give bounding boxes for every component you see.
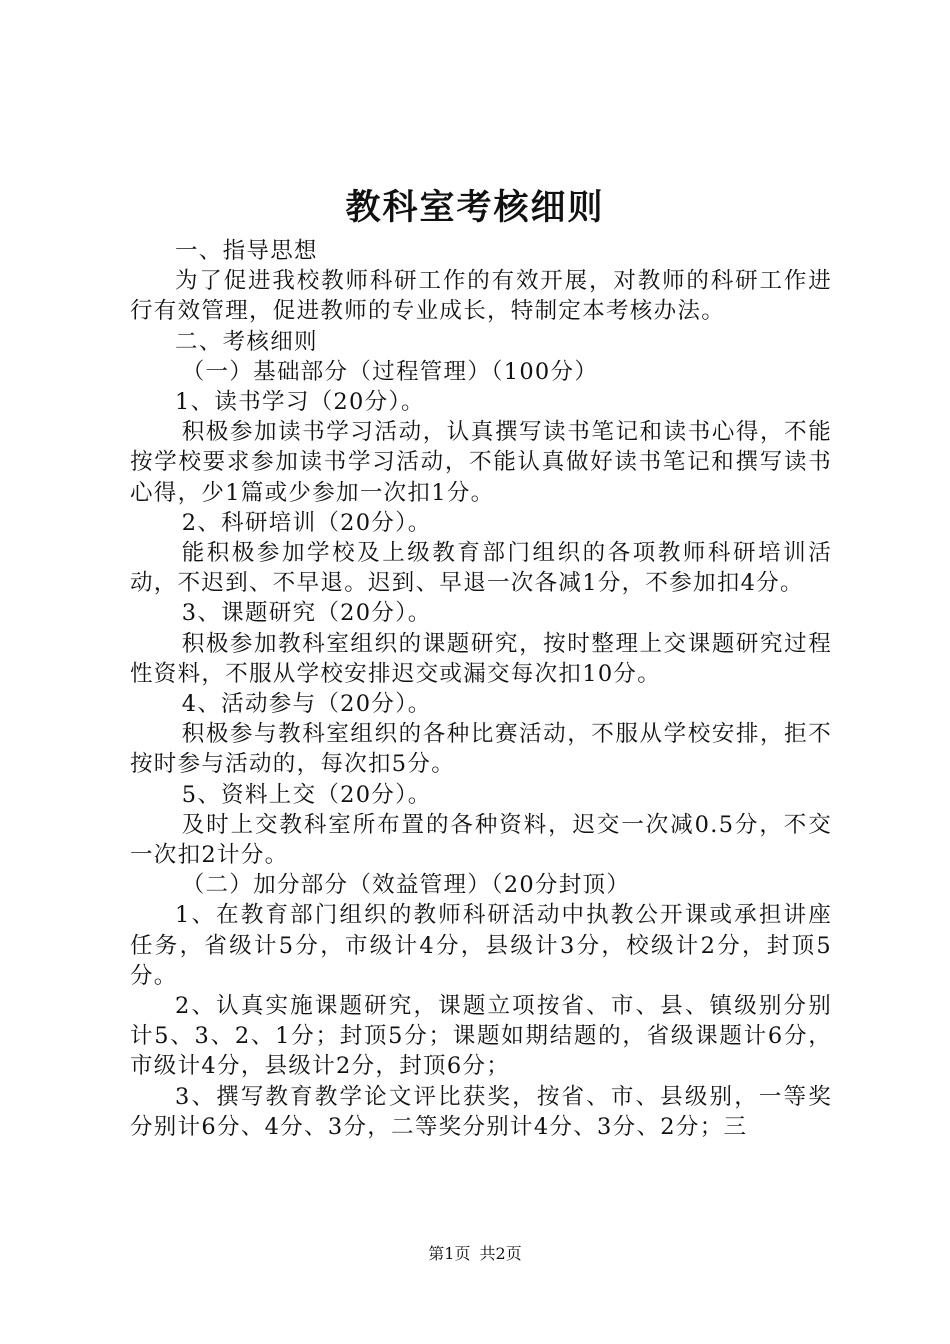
- paragraph: 能积极参加学校及上级教育部门组织的各项教师科研培训活动，不迟到、不早退。迟到、早退一次各减1分，不参加扣4分。: [130, 540, 832, 597]
- section-heading: 一、指导思想: [175, 238, 318, 264]
- item-heading: 3、课题研究（20分）。: [181, 600, 432, 627]
- section-heading: 二、考核细则: [175, 328, 318, 355]
- document-title: 教科室考核细则: [345, 188, 605, 228]
- paragraph: 2、认真实施课题研究，课题立项按省、市、县、镇级别分别计5、3、2、1分；封顶5分；课题如期结题的，省级课题计6分，市级计4分，县级计2分，封顶6分；: [130, 993, 832, 1080]
- page-footer: 第1页 共2页: [428, 1244, 522, 1263]
- item-heading: 5、资料上交（20分）。: [181, 781, 432, 808]
- subsection-heading: （二）加分部分（效益管理）（20分封顶）: [181, 872, 631, 899]
- subsection-heading: （一）基础部分（过程管理）（100分）: [181, 358, 599, 385]
- item-heading: 4、活动参与（20分）。: [181, 691, 432, 718]
- paragraph: 为了促进我校教师科研工作的有效开展，对教师的科研工作进行有效管理，促进教师的专业成长，特制定本考核办法。: [130, 268, 832, 325]
- paragraph: 积极参与教科室组织的各种比赛活动，不服从学校安排，拒不按时参与活动的，每次扣5分。: [130, 721, 832, 778]
- paragraph: 积极参加教科室组织的课题研究，按时整理上交课题研究过程性资料，不服从学校安排迟交或漏交每次扣10分。: [130, 630, 832, 687]
- item-heading: 2、科研培训（20分）。: [181, 509, 432, 536]
- document-body: [130, 236, 832, 1142]
- paragraph: 积极参加读书学习活动，认真撰写读书笔记和读书心得，不能按学校要求参加读书学习活动，不能认真做好读书笔记和撰写读书心得，少1篇或少参加一次扣1分。: [130, 419, 832, 506]
- paragraph: 3、撰写教育教学论文评比获奖，按省、市、县级别，一等奖分别计6分、4分、3分，二等奖分别计4分、3分、2分；三: [130, 1083, 832, 1140]
- paragraph: 1、在教育部门组织的教师科研活动中执教公开课或承担讲座任务，省级计5分，市级计4分，县级计3分，校级计2分，封顶5分。: [130, 902, 832, 989]
- paragraph: 及时上交教科室所布置的各种资料，迟交一次减0.5分，不交一次扣2计分。: [130, 811, 832, 869]
- item-heading: 1、读书学习（20分）。: [175, 389, 425, 416]
